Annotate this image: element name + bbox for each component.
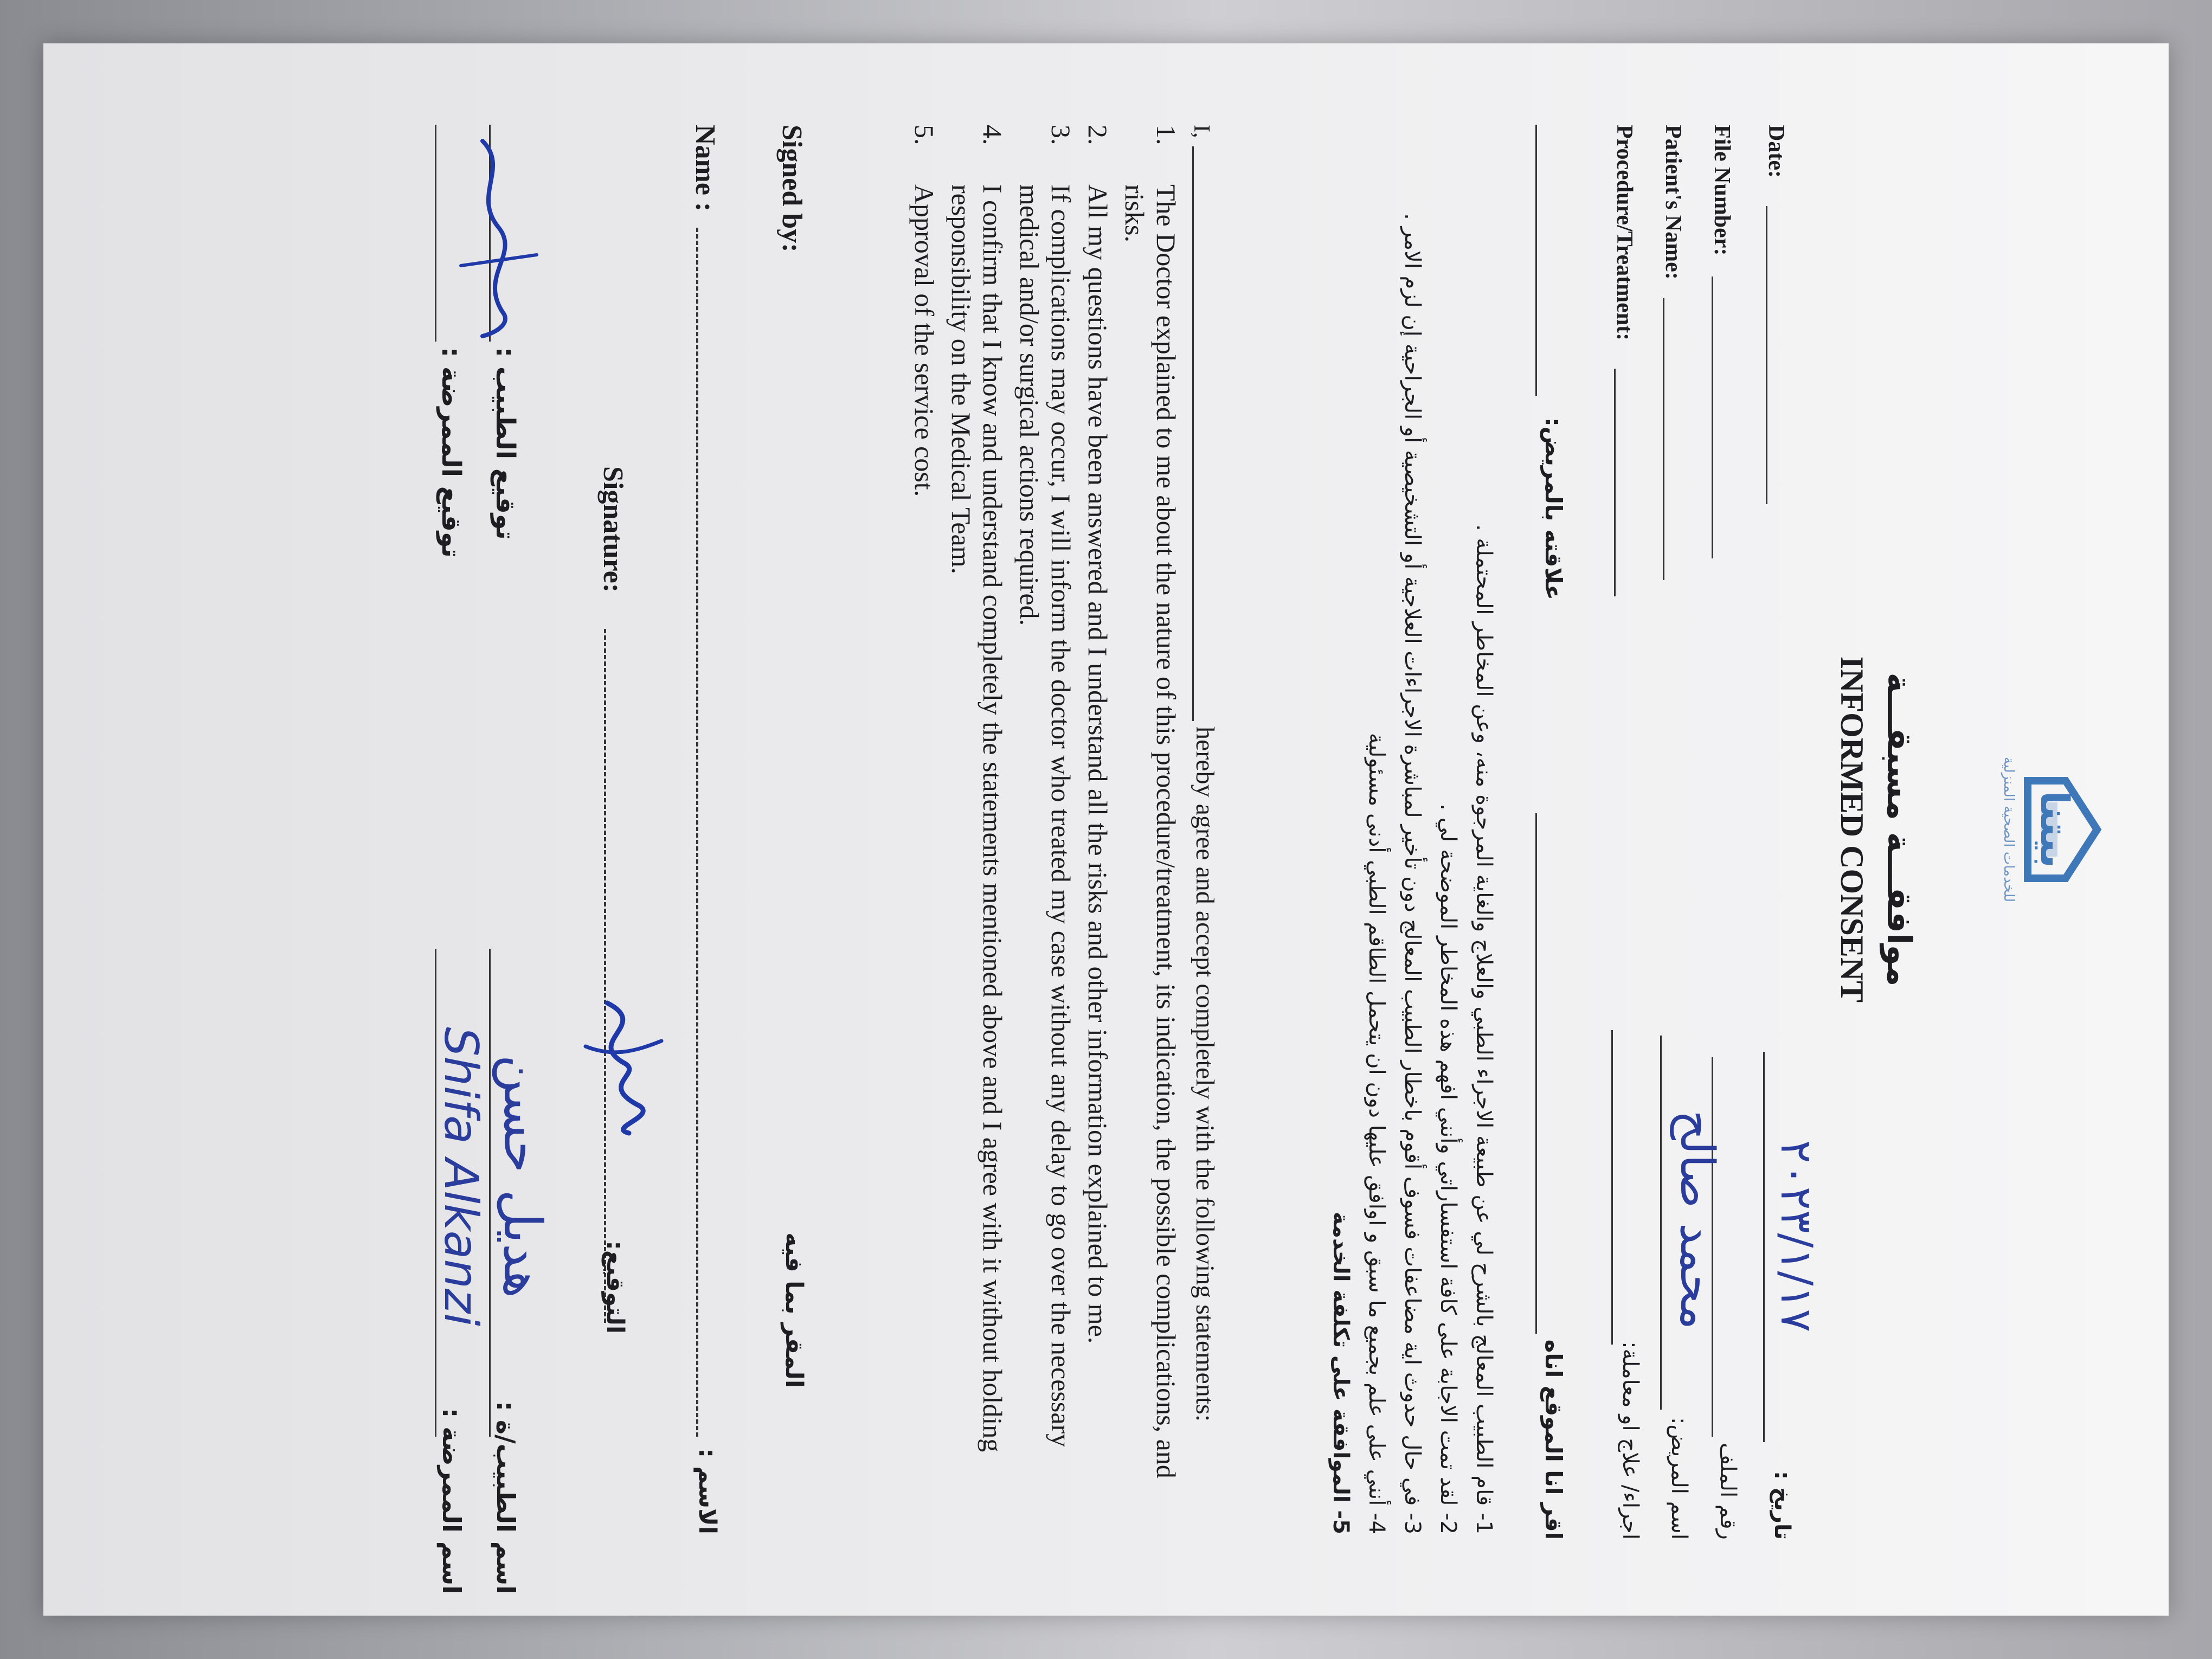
signed-by-label-ar: المقر بما فيه [780, 1232, 808, 1388]
arabic-statement-3: 3- في حال حدوث اية مضاعفات فسوف أقوم باخطار الطبيب المعالج دون تأخير لمباشرة الاجراءات العلاجية أو التشخيصية أو الجراحية إن لزم الامر . [1400, 213, 1425, 1534]
english-statement-5-num: 5. [909, 125, 940, 145]
patient-name-line-ar [1660, 1036, 1662, 1410]
doctor-name-value: هديل حسن [492, 1054, 553, 1298]
arabic-statement-list [1323, 136, 1502, 1534]
date-value: ٢٠٢٣/١/١٧ [1771, 1140, 1822, 1333]
procedure-label: Procedure/Treatment: [1612, 125, 1637, 341]
nurse-sign-line [435, 125, 436, 342]
logo-text: بيتنا [2032, 790, 2078, 869]
relation-label: علاقته بالمريض: [1540, 417, 1567, 600]
english-statement-list [909, 125, 1182, 1513]
consent-form-page [43, 43, 2169, 1616]
signature-label: Signature: [597, 466, 628, 593]
english-statement-4-num: 4. [978, 125, 1008, 145]
file-number-line [1712, 276, 1713, 558]
date-line-ar [1763, 1052, 1765, 1442]
english-statement-3 [1014, 125, 1077, 1513]
nurse-name-value: Shifa Alkanzi [434, 1026, 488, 1327]
date-label-ar: تاريخ : [1770, 1471, 1795, 1540]
relation-line [1535, 125, 1537, 396]
signature-line [604, 629, 606, 1323]
english-lead-line [1192, 146, 1194, 721]
date-label: Date: [1764, 125, 1789, 178]
procedure-line-ar [1611, 1030, 1613, 1345]
english-statement-5-text: Approval of the service cost. [909, 184, 940, 497]
arabic-intro: اقر انا الموقع اناه [1540, 1339, 1567, 1540]
patient-name-label-ar: اسم المريض: [1667, 1417, 1692, 1540]
arabic-statement-5: 5- الموافقة على تكلفة الخدمة [1328, 1211, 1353, 1534]
arabic-statement-1: 1- قام الطبيب المعالج بالشرح لي عن طبيعة الاجراء الطبي والعلاج والغاية المرجوة منه، وعن المخاطر المحتملة . [1471, 524, 1496, 1534]
doctor-name-line [489, 949, 491, 1437]
doctor-signature-scribble [455, 136, 542, 342]
patient-signature-scribble [575, 992, 672, 1144]
english-statement-1 [1119, 125, 1182, 1513]
patient-name-line [1663, 298, 1664, 580]
patient-name-label: Patient's Name: [1661, 125, 1686, 280]
title-english: INFORMED CONSENT [1834, 656, 1870, 1003]
file-number-label-ar: رقم الملف [1715, 1443, 1740, 1540]
english-statement-5 [909, 125, 940, 1513]
english-statement-3-text: If complications may occur, I will inform the doctor who treated my case without any delay to go over the necessary medical and/or surgical actions required. [1014, 184, 1076, 1448]
english-statement-2 [1082, 125, 1114, 1513]
english-statement-1-num: 1. [1151, 125, 1181, 145]
date-line [1766, 206, 1767, 504]
nurse-name-label: اسم الممرضة : [437, 1407, 466, 1594]
logo [1973, 716, 2104, 943]
nurse-sign-label: توقيع الممرضة : [436, 347, 466, 558]
name-label: Name : [690, 125, 721, 212]
english-statement-3-num: 3. [1046, 125, 1076, 145]
title-arabic: موافقـــة مسبقـــة [1880, 672, 1919, 987]
arabic-statement-4: 4- أنني على علم بجميع ما سبق و اوافق عليها دون ان يتحمل الطاقم الطبي أدنى مسئولية [1364, 732, 1389, 1534]
file-number-label: File Number: [1709, 125, 1734, 256]
english-lead-prefix: I, [1189, 125, 1214, 138]
english-lead-suffix: hereby agree and accept completely with the following statements: [1191, 726, 1219, 1422]
name-label-ar: الاسم : [693, 1448, 721, 1534]
english-statement-4 [946, 125, 1008, 1513]
signed-by-label: Signed by: [776, 125, 807, 253]
english-statement-2-text: All my questions have been answered and I understand all the risks and other information explained to me. [1083, 184, 1113, 1344]
procedure-label-ar: اجراء/ علاج او معاملة: [1618, 1341, 1643, 1540]
signature-label-ar: التوقيع: [601, 1240, 629, 1334]
arabic-intro-line [1535, 813, 1537, 1334]
procedure-line [1614, 369, 1616, 596]
arabic-statement-2: 2- لقد تمت الاجابة على كافة استفساراتي وأنني افهم هذه المخاطر الموضحة لي . [1436, 803, 1461, 1534]
english-statement-2-num: 2. [1083, 125, 1113, 145]
english-statement-1-text: The Doctor explained to me about the nature of this procedure/treatment, its indication, the possible complications, and risks. [1120, 184, 1181, 1478]
logo-subtitle: للخدمات الصحية المنزلية [2001, 756, 2017, 903]
doctor-sign-label: توقيع الطبيب : [490, 347, 520, 540]
patient-name-value: محمد صالح [1670, 1110, 1724, 1330]
name-line [696, 228, 698, 1437]
english-statement-4-text: I confirm that I know and understand completely the statements mentioned above and I agree with it without holding responsibility on the Medical Team. [946, 184, 1008, 1452]
doctor-name-label: اسم الطبيب/ة : [491, 1401, 520, 1594]
